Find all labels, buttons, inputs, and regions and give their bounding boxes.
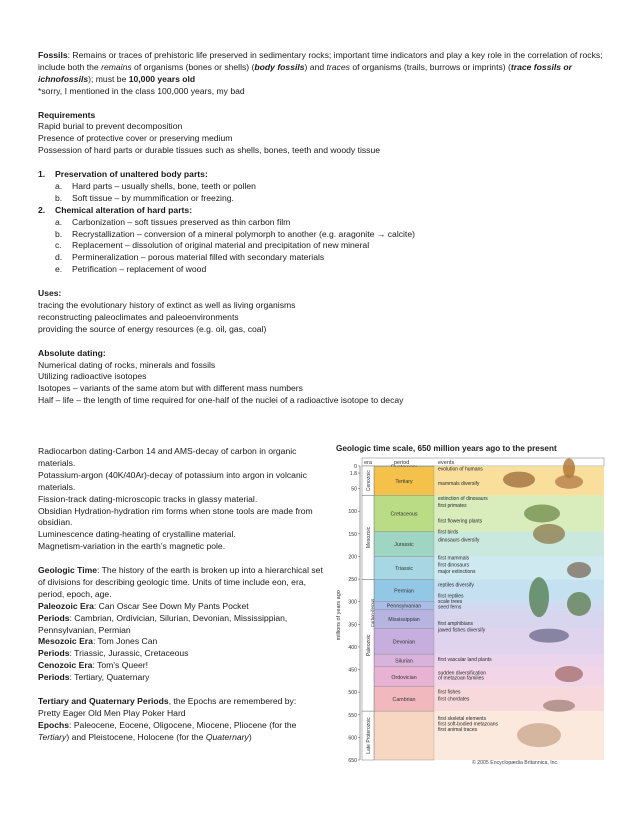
event-label: sudden diversification xyxy=(438,670,487,677)
fossil-illustration xyxy=(517,723,561,747)
document-body xyxy=(38,50,608,407)
y-tick-label: 400 xyxy=(348,644,357,651)
era-label: Mesozoic xyxy=(366,526,372,549)
period-label: Cretaceous xyxy=(390,511,418,518)
period-label: Triassic xyxy=(394,565,414,572)
preservation-section xyxy=(38,169,608,205)
section-number: 1. xyxy=(38,169,46,180)
mesozoic-periods: Periods: Triassic, Jurassic, Cretaceous xyxy=(38,648,189,659)
use-item: tracing the evolutionary history of extinct as well as living organisms xyxy=(38,299,296,310)
period-label: Jurassic xyxy=(394,542,414,549)
event-label: mammals diversify xyxy=(438,480,480,487)
paleozoic-periods: Periods: Cambrian, Ordivician, Silurian, Devonian, Mississippian, Pennsylvanian, Permian xyxy=(38,612,288,635)
period-label: Pennsylvanian xyxy=(386,603,422,610)
event-label: first chordates xyxy=(438,696,470,703)
period-label: Ordovician xyxy=(391,674,417,681)
event-label: dinosaurs diversify xyxy=(438,537,480,544)
fossil-illustration xyxy=(503,472,535,488)
era-label: Late Proterozoic xyxy=(366,717,372,754)
chart-svg xyxy=(334,444,616,766)
dating-method-item: Magnetism-variation in the earth’s magnetic pole. xyxy=(38,541,226,552)
fossil-illustration xyxy=(567,562,591,578)
era-label: Cenozoic xyxy=(366,470,372,492)
y-axis-label: millions of years ago xyxy=(336,590,342,641)
period-band xyxy=(374,711,434,760)
dating-methods-list xyxy=(38,446,330,553)
fossil-illustration xyxy=(567,592,591,616)
geologic-time-chart xyxy=(334,444,616,774)
period-label: Silurian xyxy=(395,658,413,665)
epochs-line: Epochs: Paleocene, Eocene, Oligocene, Miocene, Pliocene (for the Tertiary) and Pleistocene, Holocene (for the Quaternary) xyxy=(38,719,297,742)
y-tick-label: 150 xyxy=(348,531,357,538)
cenozoic-mnemonic: Cenozoic Era: Tom’s Queer! xyxy=(38,660,149,671)
requirements-list xyxy=(38,121,608,157)
requirement-item: Presence of protective cover or preserving medium xyxy=(38,133,233,144)
y-tick-label: 650 xyxy=(348,758,357,764)
section-sub-item: a. Carbonization – soft tissues preserved as thin carbon film xyxy=(55,216,291,227)
event-label: of metazoan families xyxy=(438,675,484,682)
section-sub-item: a. Hard parts – usually shells, bone, teeth or pollen xyxy=(55,180,256,191)
use-item: providing the source of energy resources (e.g. oil, gas, coal) xyxy=(38,323,267,334)
use-item: reconstructing paleoclimates and paleoenvironments xyxy=(38,311,239,322)
fossils-definition: Fossils: Remains or traces of prehistoric life preserved in sedimentary rocks; important time indicators and play a key role in the correlation of rocks; include both the remains of organisms (bones or shells) (body fossils) and traces of organisms (trails, burrows or imprints) (trace fossils or ichnofossils); must be 10,000 years old xyxy=(38,50,603,84)
tq-definition: Tertiary and Quaternary Periods, the Epochs are remembered by: xyxy=(38,696,297,706)
event-label: first soft-bodied metazoans xyxy=(438,721,499,728)
event-label: first skeletal elements xyxy=(438,716,487,723)
cenozoic-periods: Periods: Tertiary, Quaternary xyxy=(38,672,150,683)
y-tick-label: 200 xyxy=(348,554,357,561)
era-label: Paleozoic xyxy=(366,634,372,657)
section-title: Preservation of unaltered body parts: xyxy=(55,169,208,180)
dating-method-item: Fission-track dating-microscopic tracks in glassy material. xyxy=(38,493,258,504)
event-label: first primates xyxy=(438,503,467,510)
fossil-illustration xyxy=(529,629,569,643)
event-label: first birds xyxy=(438,529,459,536)
absolute-list xyxy=(38,360,608,408)
period-label: Permian xyxy=(394,588,414,595)
chart-copyright: © 2005 Encyclopædia Britannica, Inc. xyxy=(472,760,559,766)
y-tick-label: 350 xyxy=(348,622,357,629)
section-number: 2. xyxy=(38,204,46,215)
fossil-illustration xyxy=(533,524,565,544)
period-label: Mississippian xyxy=(388,617,420,624)
preservation-list xyxy=(38,169,608,276)
y-tick-label: 100 xyxy=(348,509,357,516)
period-label: Cambrian xyxy=(392,696,416,703)
section-sub-item: e. Petrification – replacement of wood xyxy=(55,264,207,275)
section-sub-item: c. Replacement – dissolution of original material and precipitation of new mineral xyxy=(55,240,370,251)
section-sub-item: d. Permineralization – porous material filled with secondary materials xyxy=(55,252,325,263)
section-sub-item: b. Soft tissue – by mummification or freezing. xyxy=(55,192,234,203)
requirement-item: Rapid burial to prevent decomposition xyxy=(38,121,183,132)
section-sub-item: b. Recrystallization – conversion of a mineral polymorph to another (e.g. aragonite → calcite) xyxy=(55,228,415,239)
y-tick-label: 50 xyxy=(351,486,357,493)
event-label: extinction of dinosaurs xyxy=(438,495,488,502)
left-column xyxy=(38,446,330,744)
dating-method-item: Luminescence dating-heating of crystalline material. xyxy=(38,529,236,540)
uses-heading: Uses: xyxy=(38,288,62,299)
event-label: seed ferns xyxy=(438,604,462,611)
uses-list xyxy=(38,300,608,336)
y-tick-label: 500 xyxy=(348,690,357,697)
absolute-item: Half – life – the length of time required for one-half of the nuclei of a radioactive isotope to decay xyxy=(38,395,404,406)
y-tick-label: 550 xyxy=(348,712,357,719)
tq-mnemonic: Pretty Eager Old Men Play Poker Hard xyxy=(38,707,186,718)
dating-method-item: Radiocarbon dating-Carbon 14 and AMS-decay of carbon in organic materials. xyxy=(38,446,297,468)
paleozoic-mnemonic: Paleozoic Era: Can Oscar See Down My Pants Pocket xyxy=(38,600,249,611)
column-header-events: events xyxy=(438,460,455,466)
event-label: first dinosaurs xyxy=(438,562,470,569)
event-label: jawed fishes diversify xyxy=(438,627,486,634)
y-tick-label: 1.8 xyxy=(349,471,357,477)
event-label: evolution of humans xyxy=(438,466,483,473)
event-label: first reptiles xyxy=(438,593,464,600)
fossil-illustration xyxy=(529,577,549,617)
section-title: Chemical alteration of hard parts: xyxy=(55,204,193,215)
event-label: reptiles diversify xyxy=(438,582,474,589)
requirements-heading: Requirements xyxy=(38,109,96,120)
event-label: major extinctions xyxy=(438,569,476,576)
period-label: Tertiary xyxy=(395,479,413,486)
mesozoic-mnemonic: Mesozoic Era: Tom Jones Can xyxy=(38,636,158,647)
preservation-section xyxy=(38,205,608,276)
carboniferous-label: Carbon-iferous xyxy=(370,598,375,628)
event-label: first fishes xyxy=(438,689,461,696)
y-tick-label: 0 xyxy=(354,464,357,470)
chart-title: Geologic time scale, 650 million years ago to the present xyxy=(336,444,557,453)
geologic-time-definition: Geologic Time: The history of the earth is broken up into a hierarchical set of divisions for describing geologic time. Units of time include eon, era, period, epoch, age. xyxy=(38,565,323,599)
event-label: first mammals xyxy=(438,555,470,562)
y-tick-label: 300 xyxy=(348,599,357,606)
column-header-period: period xyxy=(394,460,410,466)
absolute-item: Numerical dating of rocks, minerals and fossils xyxy=(38,359,216,370)
y-tick-label: 250 xyxy=(348,577,357,584)
absolute-item: Isotopes – variants of the same atom but with different mass numbers xyxy=(38,383,303,394)
dating-method-item: Potassium-argon (40K/40Ar)-decay of potassium into argon in volcanic materials. xyxy=(38,469,307,492)
fossil-illustration xyxy=(555,666,583,682)
absolute-heading: Absolute dating: xyxy=(38,347,106,358)
column-header-era: era xyxy=(364,460,372,466)
sorry-note: *sorry, I mentioned in the class 100,000 years, my bad xyxy=(38,85,245,96)
events-band xyxy=(434,532,604,557)
event-label: scale trees xyxy=(438,598,463,605)
dating-method-item: Obsidian Hydration-hydration rim forms when stone tools are made from obsidian. xyxy=(38,505,313,528)
absolute-item: Utilizing radioactive isotopes xyxy=(38,371,147,382)
fossil-illustration xyxy=(543,700,575,712)
fossil-illustration xyxy=(524,504,560,522)
requirement-item: Possession of hard parts or durable tissues such as shells, bones, teeth and woody tissue xyxy=(38,145,381,156)
fossil-illustration xyxy=(555,475,583,489)
fossils-term: Fossils xyxy=(38,50,68,60)
y-tick-label: 600 xyxy=(348,735,357,742)
y-tick-label: 450 xyxy=(348,667,357,674)
event-label: first amphibians xyxy=(438,621,474,628)
event-label: first vascular land plants xyxy=(438,656,492,663)
period-label: Devonian xyxy=(392,639,416,646)
event-label: first animal traces xyxy=(438,726,478,733)
event-label: first flowering plants xyxy=(438,518,483,525)
